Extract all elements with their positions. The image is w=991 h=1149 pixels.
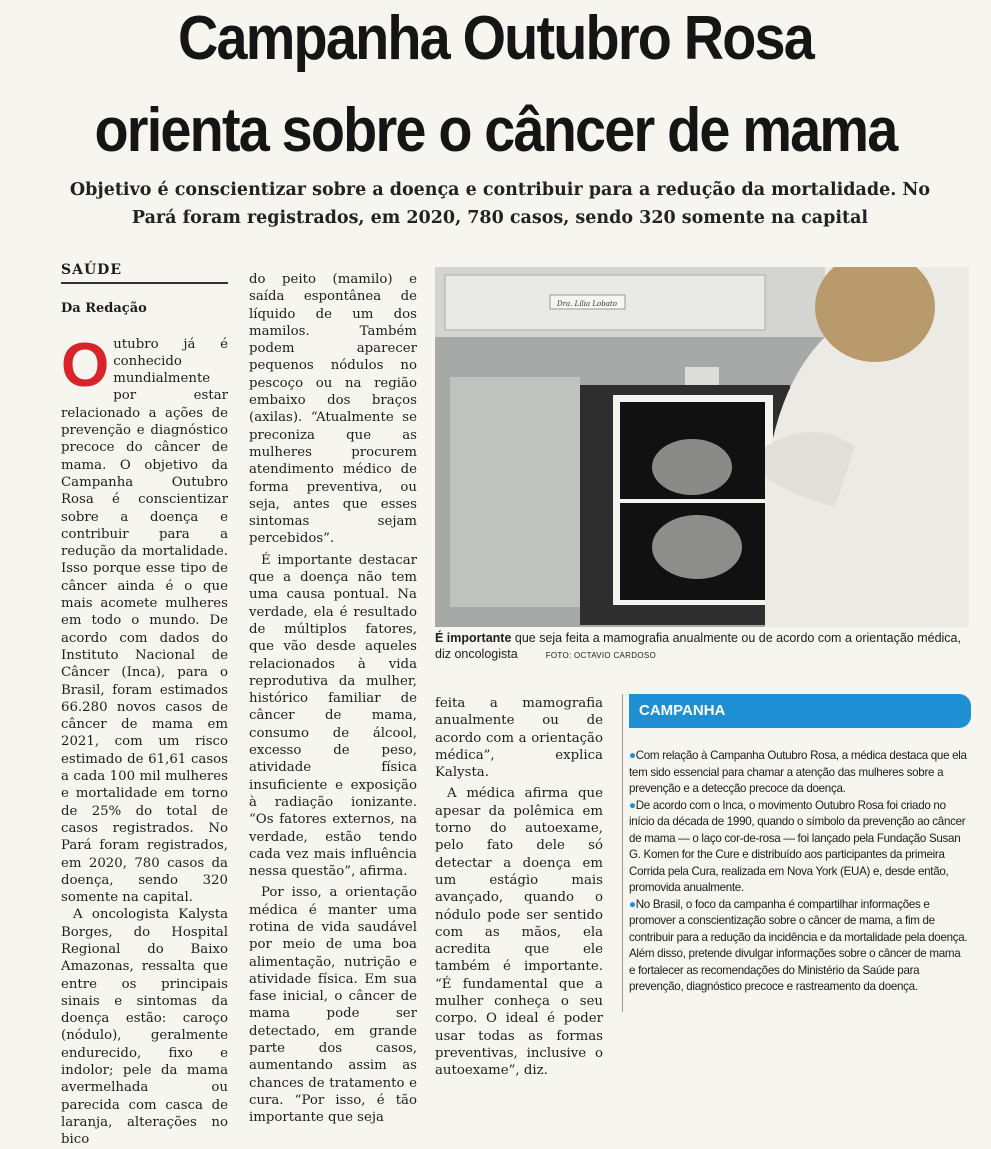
headline-line-2: orienta sobre o câncer de mama (94, 96, 897, 165)
photo-illustration (435, 267, 969, 627)
subheadline: Objetivo é conscientizar sobre a doença e contribuir para a redução da mortalidade. No Pará foram registrados, em 2020, 780 casos, sendo 320 somente na capital (69, 180, 931, 228)
article-paragraph: A médica afirma que apesar da polêmica em torno do autoexame, pelo fato dele só detectar a doença em um estágio mais avançado, quando o nódulo pode ser sentido com as mãos, ela acredita que ele também é importante. “É fundamental que a mulher conheça o seu corpo. O ideal é poder usar todas as formas preventivas, inclusive o autoexame”, diz. (435, 786, 603, 1079)
section-tag: SAÚDE (61, 262, 228, 284)
bullet-icon: ● (629, 749, 636, 762)
sidebar-body (629, 748, 969, 996)
sidebar-item: ●No Brasil, o foco da campanha é compartilhar informações e promover a conscientização sobre o câncer de mama, a fim de contribuir para a redução da incidência e da mortalidade pela doença. Além disso, pretende divulgar informações sobre o câncer de mama e fortalecer as recomendações do Ministério da Saúde para prevenção, diagnóstico precoce e rastreamento da doença. (629, 897, 968, 993)
article-paragraph: Outubro já é conhecido mundialmente por estar relacionado a ações de prevenção e diagnóstico precoce do câncer de mama. O objetivo da Campanha Outubro Rosa é conscientizar sobre a doença e contribuir para a redução da mortalidade. Isso porque esse tipo de câncer ainda é o que mais acomete mulheres em todo o mundo. De acordo com dados do Instituto Nacional de Câncer (Inca), para o Brasil, foram estimados 66.280 novos casos de câncer de mama em 2021, com um risco estimado de 61,61 casos a cada 100 mil mulheres e mortalidade em torno de 25% do total de casos registrados. No Pará foram registrados, em 2020, 780 casos da doença, sendo 320 somente na capital. (61, 330, 228, 906)
article-paragraph: A oncologista Kalysta Borges, do Hospital Regional do Baixo Amazonas, ressalta que entre os principais sinais e sintomas da doença estão: caroço (nódulo), geralmente endurecido, fixo e indolor; pele da mama avermelhada ou parecida com casca de laranja, alterações no bico (61, 907, 228, 1148)
article-paragraph: É importante destacar que a doença não tem uma causa pontual. Na verdade, ela é resultado de múltiplos fatores, que vão desde aqueles relacionados à vida reprodutiva da mulher, histórico familiar de câncer de mama, consumo de álcool, excesso de peso, atividade física insuficiente e exposição à radiação ionizante. “Os fatores externos, na verdade, estão tendo cada vez mais influência nessa questão”, afirma. (249, 552, 417, 880)
headline-line-1: Campanha Outubro Rosa (178, 4, 813, 73)
sidebar-title: CAMPANHA (629, 694, 971, 728)
door-sign: Dra. Lília Lobato (557, 300, 617, 308)
article-paragraph: Por isso, a orientação médica é manter uma rotina de vida saudável por meio de uma boa alimentação, nutrição e atividade física. Em sua fase inicial, o câncer de mama pode ser detectado, em grande parte dos casos, aumentando assim as chances de tratamento e cura. “Por isso, é tão importante que seja (249, 885, 417, 1126)
article-column-3 (435, 695, 603, 1080)
article-column-1 (61, 262, 228, 1149)
caption-lead: É importante (435, 631, 512, 645)
bullet-icon: ● (629, 897, 636, 911)
article-column-2 (249, 271, 417, 1127)
photo-credit: FOTO: OCTAVIO CARDOSO (545, 651, 657, 660)
article-paragraph: do peito (mamilo) e saída espontânea de líquido de um dos mamilos. Também podem aparecer pequenos nódulos no pescoço ou na região embaixo dos braços (axilas). “Atualmente se preconiza que as mulheres procurem atendimento médico de forma preventiva, ou seja, antes que esses sintomas sejam percebidos”. (249, 272, 417, 547)
headline (0, 0, 991, 170)
drop-cap: O (61, 330, 110, 400)
campaign-sidebar (622, 694, 971, 1012)
byline: Da Redação (61, 301, 147, 317)
photo-caption (435, 630, 975, 664)
mammography-photo (435, 267, 969, 627)
sidebar-item: ●De acordo com o Inca, o movimento Outubro Rosa foi criado no início da década de 1990, quando o símbolo da prevenção ao câncer de mama — o laço cor-de-rosa — foi lançado pela Fundação Susan G. Komen for the Cure e distribuído aos participantes da primeira Corrida pela Cura, realizada em Nova York (EUA) e, desde então, promovida anualmente. (629, 798, 966, 894)
bullet-icon: ● (629, 798, 636, 812)
caption-text: que seja feita a mamografia anualmente ou de acordo com a orientação médica, diz oncologista (435, 631, 961, 661)
sidebar-item: ●Com relação à Campanha Outubro Rosa, a médica destaca que ela tem sido essencial para chamar a atenção das mulheres sobre a prevenção e a detecção precoce da doença. (629, 749, 967, 795)
article-paragraph: feita a mamografia anualmente ou de acordo com a orientação médica”, explica Kalysta. (435, 696, 603, 781)
